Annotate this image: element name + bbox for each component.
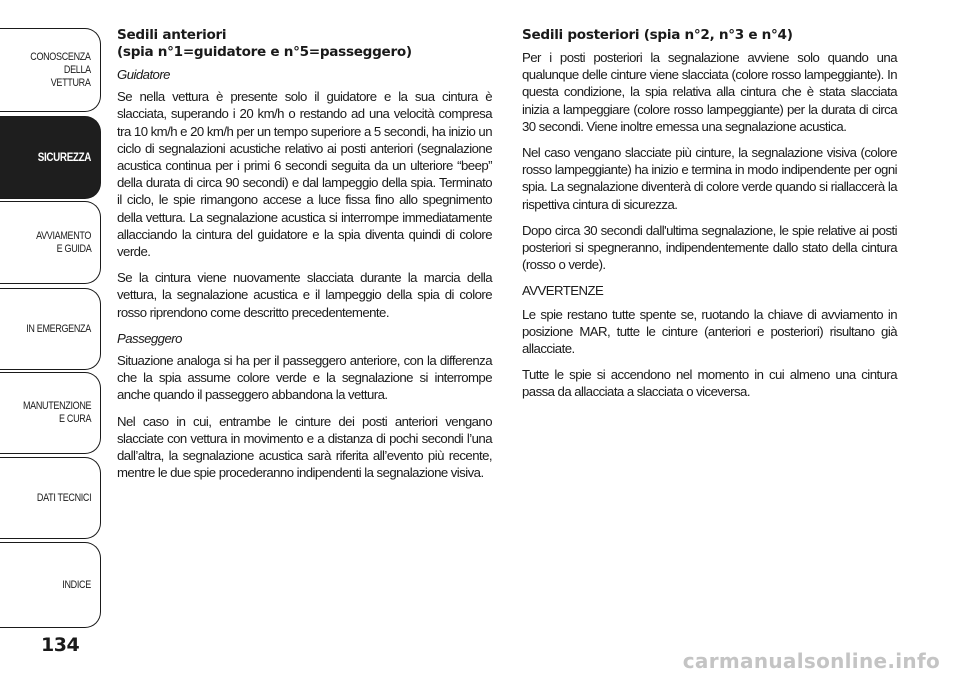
paragraph: Le spie restano tutte spente se, ruotando la chiave di avviamento in posizione MAR, tutte le cinture (anteriori e posteriori) risultano già allacciate. (522, 306, 897, 357)
paragraph: Tutte le spie si accendono nel momento in cui almeno una cintura passa da allacciata a slacciata o viceversa. (522, 367, 897, 400)
tab-label: E CURA (58, 413, 91, 425)
tab-indice[interactable] (0, 542, 101, 628)
paragraph: Nel caso in cui, entrambe le cinture dei posti anteriori vengano slacciate con vettura in movimento e a distanza di pochi secondi l’una dall’altra, la segnalazione acustica sarà riferita all’evento più recente, mentre le due spie procederanno indipendenti la segnalazione visiva. (117, 413, 492, 481)
paragraph: Per i posti posteriori la segnalazione avviene solo quando una qualunque delle cinture viene slacciata (colore rosso lampeggiante). In questa condizione, la spia relativa alla cintura che è stata slacciata inizia a lampeggiare (colore rosso lampeggiante) per la durata di circa 30 secondi. Viene inoltre emessa una segnalazione acustica. (522, 50, 897, 134)
tab-avviamento-e-guida[interactable] (0, 201, 101, 284)
tab-label: DELLA (64, 63, 91, 76)
tab-manutenzione-e-cura[interactable] (0, 372, 101, 454)
section-heading-rear-seats: Sedili posteriori (spia n°2, n°3 e n°4) (522, 27, 793, 43)
tab-in-emergenza[interactable] (0, 288, 101, 370)
tab-label: VETTURA (51, 76, 91, 89)
paragraph: Se nella vettura è presente solo il guidatore e la sua cintura è slacciata, superando i 20 km/h o restando ad una velocità compresa tra 10 km/h e 20 km/h per un tempo superiore a 5 secondi, ha inizio un ciclo di segnalazioni acustiche relativo ai posti anteriori (segnalazione acustica continua per i primi 6 secondi seguita da un ulteriore “beep” della durata di circa 90 secondi) e dal lampeggio della spia. Terminato il ciclo, le spie rimangono accese a luce fissa fino allo spegnimento della vettura. La segnalazione acustica si interrompe immediatamente allacciando la cintura del guidatore e la spia diventa quindi di colore verde. (117, 89, 492, 260)
section-heading-front-seats (117, 27, 492, 61)
tab-label: DATI TECNICI (36, 491, 91, 504)
tab-label: IN EMERGENZA (26, 322, 91, 335)
tab-sicurezza[interactable] (0, 116, 101, 199)
paragraph: Se la cintura viene nuovamente slacciata durante la marcia della vettura, la segnalazione acustica e il lampeggio della spia di colore rosso riprendono come descritto precedentemente. (117, 270, 492, 320)
subheading-passeggero: Passeggero (117, 330, 182, 346)
tab-label: MANUTENZIONE (22, 400, 91, 412)
paragraph: Situazione analoga si ha per il passeggero anteriore, con la differenza che la spia assume colore verde e la segnalazione si interrompe anche quando il passeggero abbandona la vettura. (117, 353, 492, 403)
heading-line: Sedili anteriori (117, 27, 227, 43)
subheading-guidatore: Guidatore (117, 67, 170, 82)
heading-line: (spia n°1=guidatore e n°5=passeggero) (117, 44, 412, 60)
tab-label: E GUIDA (56, 242, 91, 255)
tab-label: AVVIAMENTO (35, 229, 91, 242)
watermark: carmanualsonline.info (682, 649, 940, 673)
left-column (117, 27, 492, 490)
tab-label: CONOSCENZA (30, 50, 91, 63)
paragraph: Nel caso vengano slacciate più cinture, la segnalazione visiva (colore rosso lampeggiante) ha inizio e termina in modo indipendente per ogni spia. La segnalazione diventerà di colore verde quando si riallaccerà la rispettiva cintura di sicurezza. (522, 145, 897, 212)
paragraph: Dopo circa 30 secondi dall'ultima segnalazione, le spie relative ai posti posteriori si spegneranno, indipendentemente dallo stato della cintura (rosso o verde). (522, 222, 897, 273)
warning-heading: AVVERTENZE (522, 283, 604, 299)
right-column (522, 27, 897, 410)
tab-label: INDICE (62, 578, 91, 591)
page-number: 134 (41, 634, 80, 656)
tab-label: SICUREZZA (37, 150, 91, 164)
tab-conoscenza-della-vettura[interactable] (0, 28, 101, 112)
tab-dati-tecnici[interactable] (0, 457, 101, 539)
